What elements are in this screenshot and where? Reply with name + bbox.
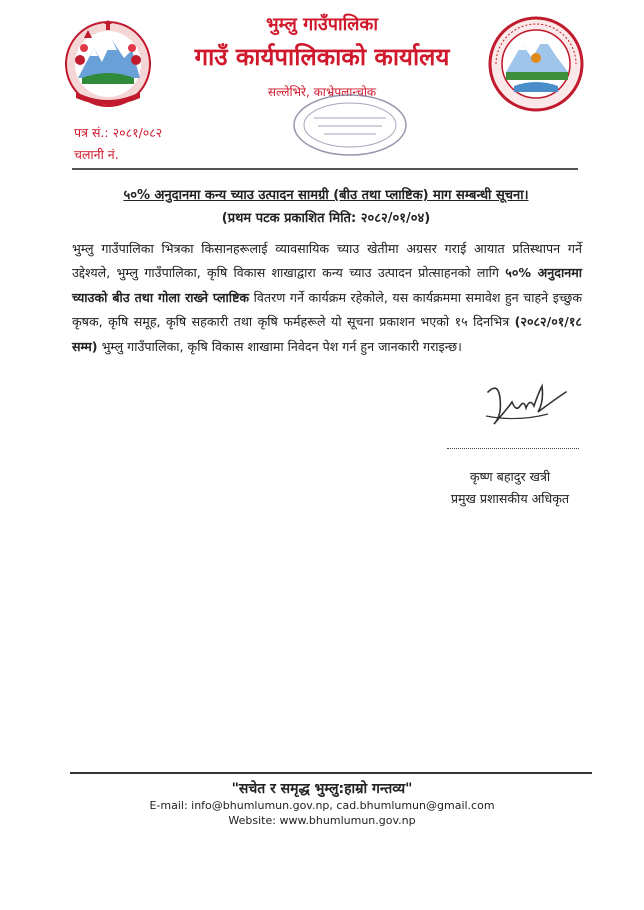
municipality-name: भुम्लु गाउँपालिका bbox=[266, 14, 378, 35]
body-text-2: वितरण गर्ने कार्यक्रम रहेकोले, यस कार्यक्रममा समावेश हुन चाहने इच्छुक कृषक, कृषि समूह, कृषि सहकारी तथा कृषि फर्महरूले यो सूचना प्रकाशन भएको १५ दिनभित्र bbox=[72, 289, 583, 330]
signature-icon bbox=[478, 372, 578, 434]
signatory-name: कृष्ण बहादुर खत्री bbox=[469, 469, 551, 484]
reference-number: पत्र सं.: २०८१/०८२ bbox=[74, 125, 163, 140]
footer-slogan: "सचेत र समृद्ध भुम्लु:हाम्रो गन्तव्य" bbox=[231, 781, 413, 797]
body-text-3: भुम्लु गाउँपालिका, कृषि विकास शाखामा निवेदन पेश गर्न हुन जानकारी गराइन्छ। bbox=[97, 338, 462, 354]
header-divider bbox=[72, 168, 578, 170]
dispatch-number: चलानी नं. bbox=[74, 147, 119, 162]
notice-body bbox=[72, 237, 582, 359]
notice-subject: ५०% अनुदानमा कन्य च्याउ उत्पादन सामग्री (बीउ तथा प्लाष्टिक) माग सम्बन्धी सूचना। bbox=[123, 188, 529, 203]
first-published-date: (प्रथम पटक प्रकाशित मिति: २०८२/०१/०४) bbox=[221, 211, 431, 226]
contact-email: E-mail: info@bhumlumun.gov.np, cad.bhumlumun@gmail.com bbox=[149, 799, 495, 812]
body-highlight-deadline: (२०८२/०१/१८ सम्म) bbox=[72, 314, 582, 354]
office-stamp-icon bbox=[290, 90, 410, 160]
office-address: सल्लेभिरे, काभ्रेपलान्चोक bbox=[267, 85, 377, 99]
footer-divider bbox=[70, 772, 592, 774]
office-name: गाउँ कार्यपालिकाको कार्यालय bbox=[194, 43, 450, 71]
signature-line bbox=[447, 448, 579, 449]
body-text-1: भुम्लु गाउँपालिका भित्रका किसानहरूलाई व्यावसायिक च्याउ खेतीमा अग्रसर गराई आयात प्रतिस्थापन गर्ने उद्देश्यले, भुम्लु गाउँपालिका, कृषि विकास शाखाद्वारा कन्य च्याउ उत्पादन प्रोत्साहनको लागि bbox=[72, 241, 582, 281]
contact-website: Website: www.bhumlumun.gov.np bbox=[228, 814, 416, 827]
signatory-title: प्रमुख प्रशासकीय अधिकृत bbox=[450, 491, 570, 506]
body-highlight-subsidy: ५०% अनुदानमा च्याउको बीउ तथा गोला राख्ने प्लाष्टिक bbox=[72, 265, 582, 305]
